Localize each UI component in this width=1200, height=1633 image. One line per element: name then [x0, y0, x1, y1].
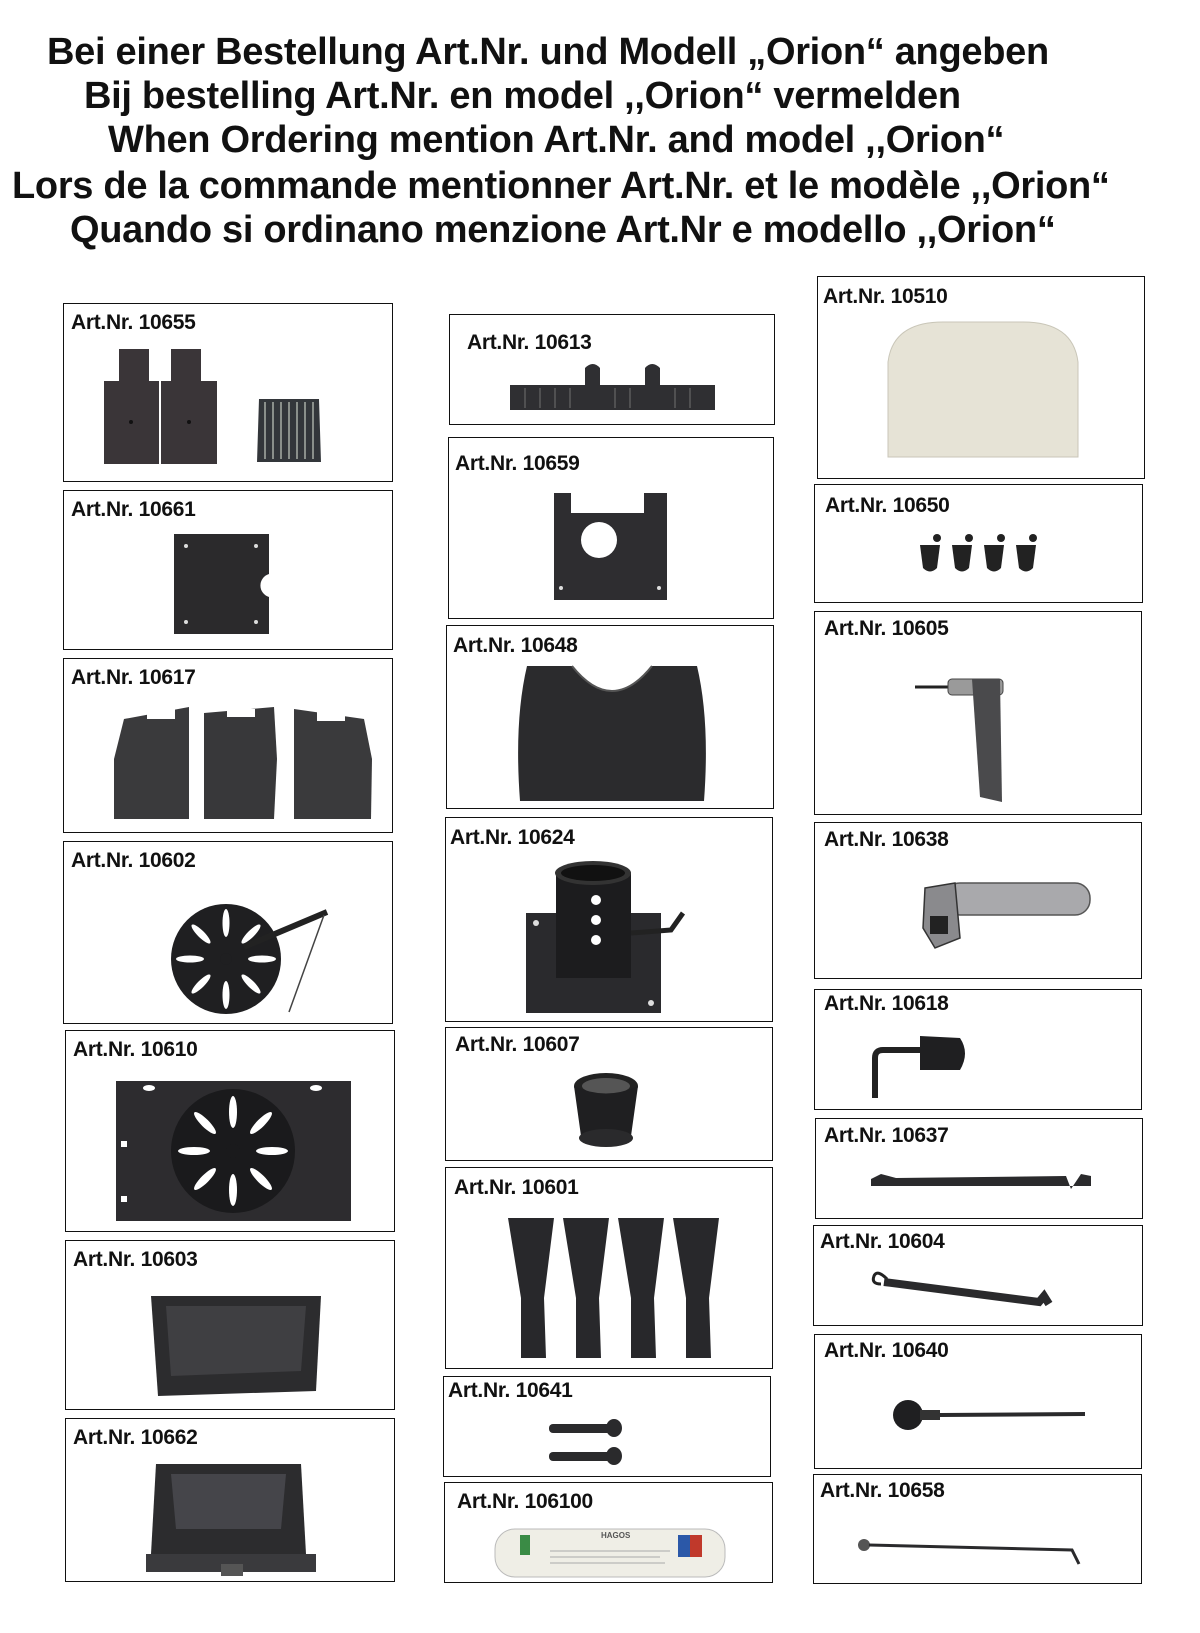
plate-with-hole-image: [549, 488, 674, 608]
door-handle-image: [910, 667, 1030, 807]
part-number-label: Art.Nr. 10662: [73, 1426, 198, 1449]
part-card-10662[interactable]: [65, 1418, 395, 1582]
baffle-plates-image: [89, 344, 379, 469]
air-regulator-disc-image: [169, 887, 349, 1022]
part-card-10604[interactable]: [813, 1225, 1143, 1326]
part-card-10640[interactable]: [814, 1334, 1142, 1469]
top-baffle-image: [512, 661, 712, 806]
part-number-label: Art.Nr. 10510: [823, 285, 948, 308]
flue-collar-image: [521, 858, 706, 1018]
grate-frame-image: [111, 1076, 356, 1226]
part-card-10624[interactable]: [445, 817, 773, 1022]
ash-drawer-image: [141, 1459, 326, 1579]
part-number-label: Art.Nr. 10604: [820, 1230, 945, 1253]
part-card-10641[interactable]: [443, 1376, 771, 1477]
part-card-106100[interactable]: [444, 1482, 773, 1583]
part-number-label: Art.Nr. 10637: [824, 1124, 949, 1147]
part-card-10637[interactable]: [815, 1118, 1143, 1219]
part-number-label: Art.Nr. 10648: [453, 634, 578, 657]
instruction-en: When Ordering mention Art.Nr. and model ,,Orion“: [108, 119, 1005, 161]
side-bricks-image: [109, 699, 379, 824]
part-card-10610[interactable]: [65, 1030, 395, 1232]
sealant-tube-image: [490, 1521, 730, 1581]
part-number-label: Art.Nr. 10605: [824, 617, 949, 640]
tube-brand-text: HAGOS: [601, 1531, 631, 1540]
part-number-label: Art.Nr. 10655: [71, 311, 196, 334]
part-card-10601[interactable]: [445, 1167, 773, 1369]
part-number-label: Art.Nr. 10640: [824, 1339, 949, 1362]
crank-handle-image: [865, 1028, 985, 1103]
part-number-label: Art.Nr. 106100: [457, 1490, 593, 1513]
instruction-de: Bei einer Bestellung Art.Nr. und Modell „Orion“ angeben: [47, 31, 1049, 73]
part-card-10659[interactable]: [448, 437, 774, 619]
part-number-label: Art.Nr. 10601: [454, 1176, 579, 1199]
part-card-10658[interactable]: [813, 1474, 1142, 1584]
part-number-label: Art.Nr. 10624: [450, 826, 575, 849]
lever-rod-image: [866, 1164, 1096, 1204]
part-card-10650[interactable]: [814, 484, 1143, 603]
bolts-image: [544, 1412, 639, 1472]
part-card-10655[interactable]: [63, 303, 393, 482]
part-card-10613[interactable]: [449, 314, 775, 425]
part-number-label: Art.Nr. 10658: [820, 1479, 945, 1502]
rod-with-hook-image: [854, 1530, 1094, 1570]
pipe-ring-image: [561, 1066, 656, 1156]
stove-legs-image: [506, 1213, 721, 1363]
part-card-10618[interactable]: [814, 989, 1142, 1110]
part-card-10638[interactable]: [814, 822, 1142, 979]
instruction-it: Quando si ordinano menzione Art.Nr e modello ,,Orion“: [70, 209, 1056, 251]
part-card-10510[interactable]: [817, 276, 1145, 479]
log-retainer-image: [505, 360, 720, 415]
part-card-10605[interactable]: [814, 611, 1142, 815]
instruction-nl: Bij bestelling Art.Nr. en model ,,Orion“ vermelden: [84, 75, 961, 117]
part-number-label: Art.Nr. 10641: [448, 1379, 573, 1402]
part-card-10602[interactable]: [63, 841, 393, 1024]
part-number-label: Art.Nr. 10603: [73, 1248, 198, 1271]
part-number-label: Art.Nr. 10613: [467, 331, 592, 354]
part-card-10617[interactable]: [63, 658, 393, 833]
part-number-label: Art.Nr. 10650: [825, 494, 950, 517]
part-number-label: Art.Nr. 10610: [73, 1038, 198, 1061]
glass-panel-image: [883, 317, 1083, 462]
clips-image: [915, 533, 1045, 578]
part-card-10648[interactable]: [446, 625, 774, 809]
part-number-label: Art.Nr. 10602: [71, 849, 196, 872]
part-card-10607[interactable]: [445, 1027, 773, 1161]
part-number-label: Art.Nr. 10638: [824, 828, 949, 851]
instruction-fr: Lors de la commande mentionner Art.Nr. et le modèle ,,Orion“: [12, 165, 1110, 207]
poker-rod-image: [890, 1395, 1090, 1435]
spring-image: [869, 1264, 1059, 1314]
part-number-label: Art.Nr. 10617: [71, 666, 196, 689]
part-number-label: Art.Nr. 10618: [824, 992, 949, 1015]
key-handle-image: [915, 868, 1095, 968]
plate-notched-image: [164, 529, 274, 639]
part-number-label: Art.Nr. 10659: [455, 452, 580, 475]
part-card-10661[interactable]: [63, 490, 393, 650]
part-number-label: Art.Nr. 10661: [71, 498, 196, 521]
part-number-label: Art.Nr. 10607: [455, 1033, 580, 1056]
ash-tray-image: [146, 1291, 326, 1401]
part-card-10603[interactable]: [65, 1240, 395, 1410]
